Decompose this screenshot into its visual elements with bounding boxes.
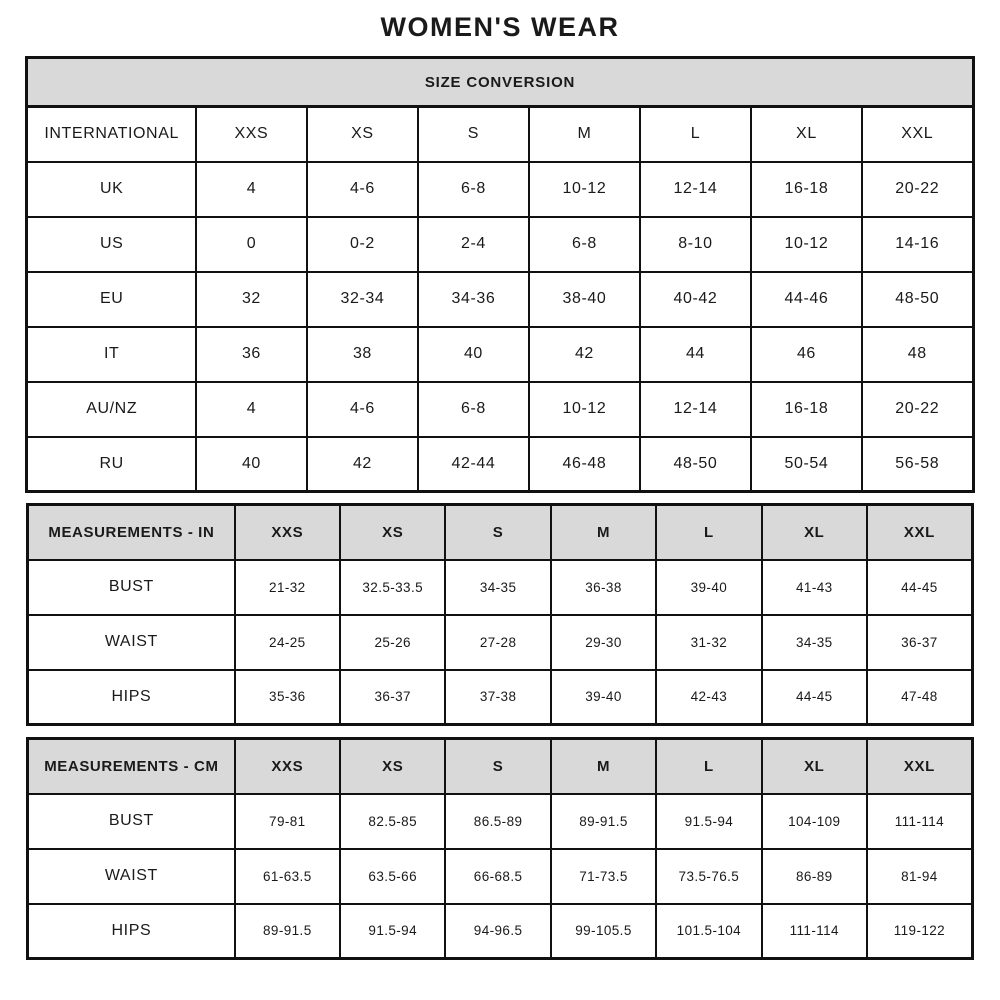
column-header-row — [28, 505, 973, 560]
table-row — [28, 670, 973, 725]
column-header-row — [28, 739, 973, 794]
value-cell: 47-48 — [867, 670, 972, 725]
value-cell: 2-4 — [418, 217, 529, 272]
table-row — [28, 849, 973, 904]
value-cell: 61-63.5 — [235, 849, 340, 904]
value-cell: 25-26 — [340, 615, 445, 670]
value-cell: 20-22 — [862, 162, 973, 217]
value-cell: 24-25 — [235, 615, 340, 670]
value-cell: 12-14 — [640, 382, 751, 437]
value-cell: 8-10 — [640, 217, 751, 272]
value-cell: 4-6 — [307, 382, 418, 437]
value-cell: 63.5-66 — [340, 849, 445, 904]
value-cell: 119-122 — [867, 904, 972, 959]
column-header-row — [27, 107, 973, 162]
value-cell: 36-37 — [340, 670, 445, 725]
column-header: XS — [340, 739, 445, 794]
column-header: XXS — [235, 505, 340, 560]
column-header: XS — [340, 505, 445, 560]
value-cell: 14-16 — [862, 217, 973, 272]
value-cell: 71-73.5 — [551, 849, 656, 904]
value-cell: 86.5-89 — [445, 794, 550, 849]
table-row — [28, 615, 973, 670]
column-header: L — [656, 505, 761, 560]
value-cell: 82.5-85 — [340, 794, 445, 849]
measurements-cm-table — [26, 737, 974, 960]
column-header: M — [551, 505, 656, 560]
table-row — [28, 560, 973, 615]
value-cell: 99-105.5 — [551, 904, 656, 959]
value-cell: 4-6 — [307, 162, 418, 217]
value-cell: 94-96.5 — [445, 904, 550, 959]
value-cell: 40 — [196, 437, 307, 492]
row-label: AU/NZ — [27, 382, 196, 437]
value-cell: 81-94 — [867, 849, 972, 904]
value-cell: 36-38 — [551, 560, 656, 615]
table-row — [27, 272, 973, 327]
table-title-cell: MEASUREMENTS - IN — [28, 505, 235, 560]
table-title-cell: MEASUREMENTS - CM — [28, 739, 235, 794]
value-cell: 50-54 — [751, 437, 862, 492]
value-cell: 6-8 — [418, 382, 529, 437]
column-header: XXL — [867, 505, 972, 560]
column-header: S — [418, 107, 529, 162]
value-cell: 111-114 — [867, 794, 972, 849]
value-cell: 48-50 — [640, 437, 751, 492]
value-cell: 91.5-94 — [656, 794, 761, 849]
value-cell: 4 — [196, 162, 307, 217]
value-cell: 42 — [529, 327, 640, 382]
value-cell: 46 — [751, 327, 862, 382]
value-cell: 56-58 — [862, 437, 973, 492]
value-cell: 32 — [196, 272, 307, 327]
value-cell: 38 — [307, 327, 418, 382]
column-header: S — [445, 739, 550, 794]
row-label: RU — [27, 437, 196, 492]
value-cell: 35-36 — [235, 670, 340, 725]
value-cell: 48 — [862, 327, 973, 382]
value-cell: 10-12 — [751, 217, 862, 272]
value-cell: 16-18 — [751, 162, 862, 217]
value-cell: 4 — [196, 382, 307, 437]
value-cell: 10-12 — [529, 382, 640, 437]
value-cell: 36-37 — [867, 615, 972, 670]
value-cell: 34-36 — [418, 272, 529, 327]
row-label: US — [27, 217, 196, 272]
value-cell: 32-34 — [307, 272, 418, 327]
value-cell: 44-45 — [762, 670, 867, 725]
value-cell: 36 — [196, 327, 307, 382]
row-label: BUST — [28, 560, 235, 615]
value-cell: 0-2 — [307, 217, 418, 272]
column-header: XL — [751, 107, 862, 162]
table-row — [27, 327, 973, 382]
value-cell: 39-40 — [656, 560, 761, 615]
value-cell: 10-12 — [529, 162, 640, 217]
row-label: WAIST — [28, 849, 235, 904]
value-cell: 12-14 — [640, 162, 751, 217]
value-cell: 66-68.5 — [445, 849, 550, 904]
page-title: WOMEN'S WEAR — [380, 12, 620, 42]
value-cell: 16-18 — [751, 382, 862, 437]
column-header: M — [551, 739, 656, 794]
value-cell: 34-35 — [762, 615, 867, 670]
value-cell: 27-28 — [445, 615, 550, 670]
column-header: XXS — [235, 739, 340, 794]
value-cell: 40 — [418, 327, 529, 382]
value-cell: 89-91.5 — [235, 904, 340, 959]
column-header: L — [640, 107, 751, 162]
value-cell: 41-43 — [762, 560, 867, 615]
column-header: XXL — [867, 739, 972, 794]
column-header: XXS — [196, 107, 307, 162]
value-cell: 37-38 — [445, 670, 550, 725]
column-header: M — [529, 107, 640, 162]
row-label: BUST — [28, 794, 235, 849]
value-cell: 29-30 — [551, 615, 656, 670]
table-row — [27, 162, 973, 217]
value-cell: 20-22 — [862, 382, 973, 437]
value-cell: 0 — [196, 217, 307, 272]
value-cell: 21-32 — [235, 560, 340, 615]
table-row — [28, 904, 973, 959]
table-row — [27, 382, 973, 437]
value-cell: 44 — [640, 327, 751, 382]
value-cell: 31-32 — [656, 615, 761, 670]
value-cell: 42 — [307, 437, 418, 492]
row-label: HIPS — [28, 670, 235, 725]
value-cell: 40-42 — [640, 272, 751, 327]
value-cell: 42-43 — [656, 670, 761, 725]
value-cell: 6-8 — [529, 217, 640, 272]
value-cell: 86-89 — [762, 849, 867, 904]
column-header: XL — [762, 739, 867, 794]
value-cell: 46-48 — [529, 437, 640, 492]
value-cell: 42-44 — [418, 437, 529, 492]
value-cell: 6-8 — [418, 162, 529, 217]
column-header: INTERNATIONAL — [27, 107, 196, 162]
column-header: XL — [762, 505, 867, 560]
row-label: IT — [27, 327, 196, 382]
value-cell: 34-35 — [445, 560, 550, 615]
row-label: HIPS — [28, 904, 235, 959]
value-cell: 39-40 — [551, 670, 656, 725]
value-cell: 111-114 — [762, 904, 867, 959]
value-cell: 101.5-104 — [656, 904, 761, 959]
value-cell: 104-109 — [762, 794, 867, 849]
value-cell: 44-46 — [751, 272, 862, 327]
table-title-row — [27, 58, 973, 107]
value-cell: 48-50 — [862, 272, 973, 327]
row-label: EU — [27, 272, 196, 327]
size-conversion-table — [25, 56, 974, 493]
row-label: UK — [27, 162, 196, 217]
row-label: WAIST — [28, 615, 235, 670]
value-cell: 79-81 — [235, 794, 340, 849]
column-header: L — [656, 739, 761, 794]
column-header: XS — [307, 107, 418, 162]
value-cell: 32.5-33.5 — [340, 560, 445, 615]
table-row — [27, 437, 973, 492]
table-row — [28, 794, 973, 849]
measurements-in-table — [26, 503, 974, 726]
value-cell: 89-91.5 — [551, 794, 656, 849]
value-cell: 38-40 — [529, 272, 640, 327]
column-header: S — [445, 505, 550, 560]
value-cell: 91.5-94 — [340, 904, 445, 959]
table-row — [27, 217, 973, 272]
column-header: XXL — [862, 107, 973, 162]
table-title-cell: SIZE CONVERSION — [27, 58, 973, 107]
value-cell: 73.5-76.5 — [656, 849, 761, 904]
value-cell: 44-45 — [867, 560, 972, 615]
